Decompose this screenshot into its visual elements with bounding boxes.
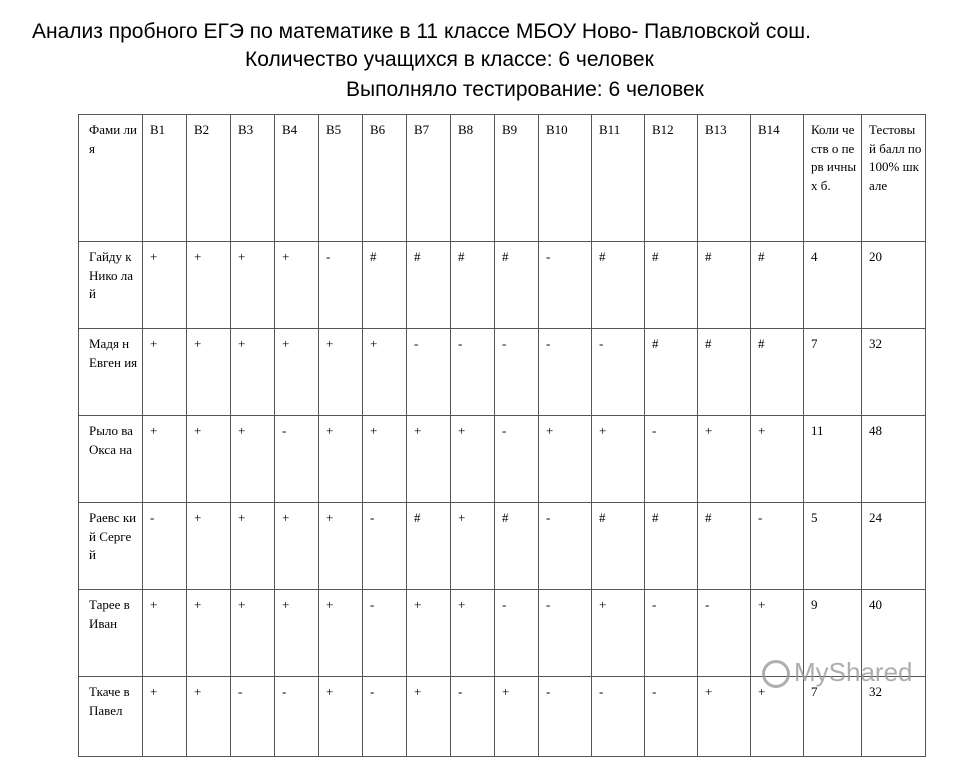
task-mark-cell: - [645, 590, 698, 677]
task-mark-cell: - [698, 590, 751, 677]
header-cell [804, 115, 862, 242]
task-mark-cell: + [231, 242, 275, 329]
task-mark-cell: + [363, 416, 407, 503]
task-mark-cell: + [143, 242, 187, 329]
task-mark-cell: + [539, 416, 592, 503]
task-mark-cell: - [363, 590, 407, 677]
test-score-cell: 24 [862, 503, 926, 590]
task-mark-cell: - [539, 242, 592, 329]
student-name: Мадя н Евген ия [89, 336, 138, 370]
task-mark-cell: - [539, 503, 592, 590]
task-mark-cell: + [143, 677, 187, 757]
header-cell [363, 115, 407, 242]
task-mark-cell: - [495, 590, 539, 677]
task-mark-cell: - [539, 677, 592, 757]
student-name: Ткаче в Павел [89, 684, 130, 718]
task-mark-cell: - [751, 503, 804, 590]
task-mark-cell: + [698, 677, 751, 757]
task-mark-cell: + [187, 590, 231, 677]
table-header-row [79, 115, 926, 242]
task-mark-cell: # [645, 242, 698, 329]
header-cell [698, 115, 751, 242]
task-mark-cell: - [407, 329, 451, 416]
task-mark-cell: - [495, 329, 539, 416]
student-name: Тарее в Иван [89, 597, 130, 631]
task-mark-cell: - [231, 677, 275, 757]
test-score-cell: 48 [862, 416, 926, 503]
task-mark-cell: # [698, 242, 751, 329]
student-name-cell [79, 677, 143, 757]
task-mark-cell: # [451, 242, 495, 329]
table-row [79, 416, 926, 503]
student-name-cell [79, 329, 143, 416]
task-mark-cell: + [319, 590, 363, 677]
header-label: B9 [502, 122, 518, 137]
task-mark-cell: - [275, 677, 319, 757]
header-label: B8 [458, 122, 474, 137]
task-mark-cell: # [407, 503, 451, 590]
task-mark-cell: # [645, 503, 698, 590]
table-row [79, 677, 926, 757]
task-mark-cell: + [407, 590, 451, 677]
task-mark-cell: # [363, 242, 407, 329]
test-score-cell: 20 [862, 242, 926, 329]
task-mark-cell: + [143, 329, 187, 416]
task-mark-cell: - [275, 416, 319, 503]
watermark-logo [762, 657, 913, 688]
task-mark-cell: + [592, 416, 645, 503]
task-mark-cell: + [143, 590, 187, 677]
student-name-cell [79, 503, 143, 590]
task-mark-cell: - [363, 503, 407, 590]
header-label: B5 [326, 122, 342, 137]
task-mark-cell: + [451, 590, 495, 677]
primary-score-cell: 11 [804, 416, 862, 503]
task-mark-cell: + [231, 416, 275, 503]
primary-score-cell: 4 [804, 242, 862, 329]
task-mark-cell: - [495, 416, 539, 503]
test-score-cell: 32 [862, 329, 926, 416]
header-label: Фами лия [89, 122, 137, 156]
header-label: B14 [758, 122, 780, 137]
test-score-cell: 40 [862, 590, 926, 677]
task-mark-cell: + [187, 242, 231, 329]
task-mark-cell: + [231, 329, 275, 416]
title-line-1: Анализ пробного ЕГЭ по математике в 11 классе МБОУ Ново- Павловской сош. [32, 20, 811, 43]
task-mark-cell: # [751, 329, 804, 416]
task-mark-cell: + [275, 329, 319, 416]
task-mark-cell: + [751, 590, 804, 677]
student-name: Гайду к Нико лай [89, 249, 134, 301]
task-mark-cell: + [495, 677, 539, 757]
header-label: B1 [150, 122, 166, 137]
header-cell [187, 115, 231, 242]
table-row [79, 242, 926, 329]
task-mark-cell: + [751, 416, 804, 503]
test-score-cell: 32 [862, 677, 926, 757]
header-cell [407, 115, 451, 242]
task-mark-cell: - [592, 677, 645, 757]
task-mark-cell: - [592, 329, 645, 416]
task-mark-cell: + [698, 416, 751, 503]
task-mark-cell: + [187, 677, 231, 757]
task-mark-cell: - [143, 503, 187, 590]
header-label: B13 [705, 122, 727, 137]
task-mark-cell: + [143, 416, 187, 503]
header-cell [645, 115, 698, 242]
header-cell [862, 115, 926, 242]
task-mark-cell: # [592, 503, 645, 590]
student-name-cell [79, 242, 143, 329]
task-mark-cell: + [275, 503, 319, 590]
header-label: Коли честв о перв ичны х б. [811, 122, 857, 193]
task-mark-cell: # [645, 329, 698, 416]
task-mark-cell: + [319, 416, 363, 503]
task-mark-cell: - [363, 677, 407, 757]
task-mark-cell: + [275, 242, 319, 329]
task-mark-cell: - [645, 677, 698, 757]
task-mark-cell: + [363, 329, 407, 416]
task-mark-cell: # [495, 242, 539, 329]
task-mark-cell: - [319, 242, 363, 329]
header-label: B10 [546, 122, 568, 137]
header-cell [275, 115, 319, 242]
task-mark-cell: + [231, 503, 275, 590]
primary-score-cell: 7 [804, 677, 862, 757]
title-line-3: Выполняло тестирование: 6 человек [346, 78, 704, 101]
header-cell [539, 115, 592, 242]
student-name-cell [79, 590, 143, 677]
student-name: Раевс кий Серге й [89, 510, 137, 562]
task-mark-cell: + [451, 503, 495, 590]
task-mark-cell: + [319, 503, 363, 590]
primary-score-cell: 5 [804, 503, 862, 590]
task-mark-cell: + [187, 503, 231, 590]
title-line-2: Количество учащихся в классе: 6 человек [245, 48, 654, 71]
task-mark-cell: + [751, 677, 804, 757]
header-label: Тестовы й балл по 100% шкале [869, 122, 922, 193]
table-row [79, 329, 926, 416]
student-name: Рыло ва Окса на [89, 423, 133, 457]
task-mark-cell: + [231, 590, 275, 677]
header-cell [495, 115, 539, 242]
task-mark-cell: + [319, 677, 363, 757]
task-mark-cell: + [319, 329, 363, 416]
header-cell [143, 115, 187, 242]
student-name-cell [79, 416, 143, 503]
task-mark-cell: + [407, 416, 451, 503]
header-label: B7 [414, 122, 430, 137]
task-mark-cell: + [451, 416, 495, 503]
header-label: B3 [238, 122, 254, 137]
task-mark-cell: - [645, 416, 698, 503]
task-mark-cell: - [539, 590, 592, 677]
header-cell [319, 115, 363, 242]
header-cell [451, 115, 495, 242]
header-label: B12 [652, 122, 674, 137]
task-mark-cell: # [698, 503, 751, 590]
task-mark-cell: # [751, 242, 804, 329]
task-mark-cell: # [407, 242, 451, 329]
task-mark-cell: # [592, 242, 645, 329]
header-cell [751, 115, 804, 242]
task-mark-cell: - [539, 329, 592, 416]
header-label: B2 [194, 122, 210, 137]
task-mark-cell: + [187, 416, 231, 503]
task-mark-cell: - [451, 329, 495, 416]
task-mark-cell: + [592, 590, 645, 677]
task-mark-cell: # [495, 503, 539, 590]
task-mark-cell: - [451, 677, 495, 757]
watermark-icon [762, 660, 790, 688]
header-label: B6 [370, 122, 386, 137]
header-label: B4 [282, 122, 298, 137]
header-label: B11 [599, 122, 621, 137]
header-cell [231, 115, 275, 242]
task-mark-cell: + [407, 677, 451, 757]
primary-score-cell: 9 [804, 590, 862, 677]
task-mark-cell: # [698, 329, 751, 416]
header-cell [79, 115, 143, 242]
primary-score-cell: 7 [804, 329, 862, 416]
task-mark-cell: + [275, 590, 319, 677]
watermark-text: MyShared [794, 657, 913, 687]
task-mark-cell: + [187, 329, 231, 416]
header-cell [592, 115, 645, 242]
table-row [79, 503, 926, 590]
